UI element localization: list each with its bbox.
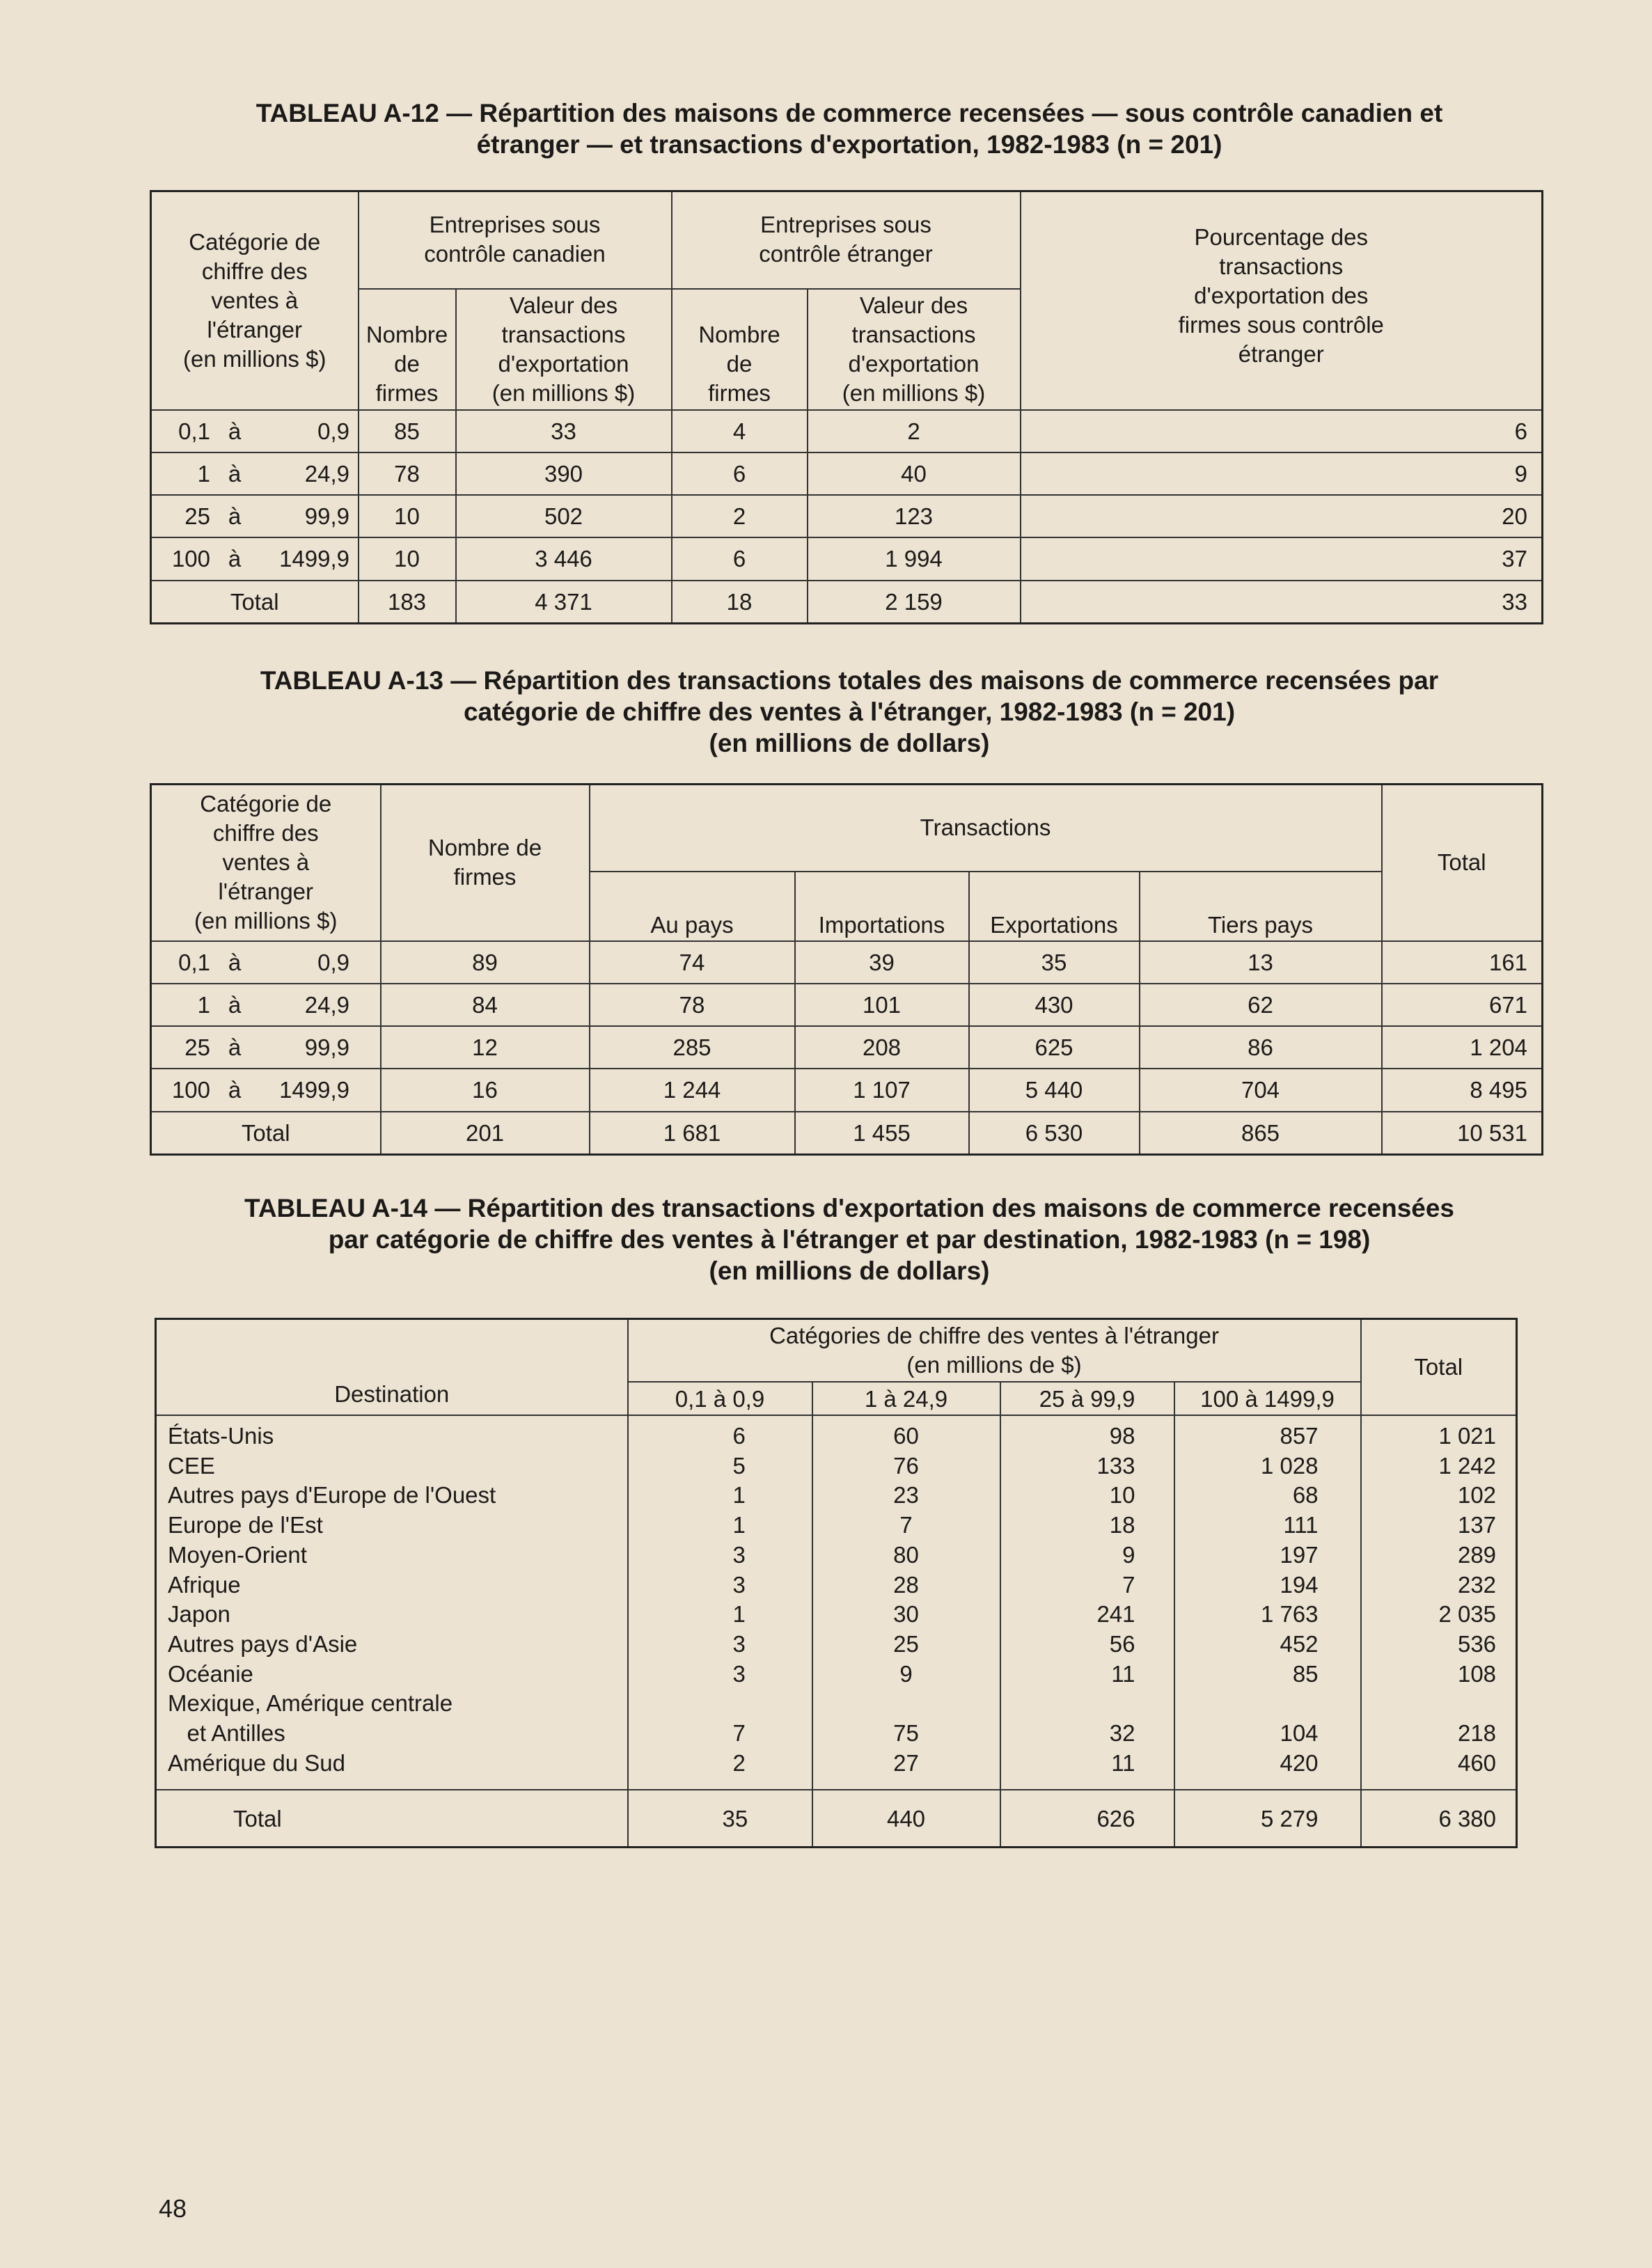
head-percent-foreign: Pourcentage des transactions d'exportation des firmes sous contrôle étranger bbox=[1021, 191, 1543, 410]
cell: 123 bbox=[808, 495, 1021, 537]
cell: 3 446 bbox=[456, 537, 672, 580]
total-label: Total bbox=[151, 1112, 381, 1155]
title-line: par catégorie de chiffre des ventes à l'étranger et par destination, 1982-1983 (n = 198) bbox=[328, 1225, 1371, 1254]
cell: 1 204 bbox=[1382, 1026, 1543, 1069]
cell: 33 bbox=[456, 410, 672, 452]
cell: 5 440 bbox=[969, 1069, 1140, 1111]
cell: 625 bbox=[969, 1026, 1140, 1069]
head-third-countries: Tiers pays bbox=[1140, 872, 1382, 941]
cell: 78 bbox=[590, 984, 795, 1026]
category-cell: 0,1 à 0,9 bbox=[151, 410, 359, 452]
cell: 86 bbox=[1140, 1026, 1382, 1069]
total-row bbox=[156, 1790, 1517, 1848]
title-line: (en millions de dollars) bbox=[709, 1257, 990, 1285]
cell: 183 bbox=[359, 581, 456, 624]
cell: 6 bbox=[1021, 410, 1543, 452]
cell: 35 bbox=[628, 1790, 812, 1848]
head-firms: Nombre de firmes bbox=[381, 785, 590, 941]
cell: 865 bbox=[1140, 1112, 1382, 1155]
table-row bbox=[151, 984, 1543, 1026]
cell: 4 371 bbox=[456, 581, 672, 624]
head-total: Total bbox=[1382, 785, 1543, 941]
title-line: étranger — et transactions d'exportation, 1982-1983 (n = 201) bbox=[476, 130, 1222, 159]
title-line: TABLEAU A-12 — Répartition des maisons de commerce recensées — sous contrôle canadien et bbox=[255, 99, 1443, 127]
table-a14 bbox=[155, 1318, 1518, 1848]
cell: 161 bbox=[1382, 941, 1543, 984]
cell: 101 bbox=[795, 984, 969, 1026]
cell: 2 159 bbox=[808, 581, 1021, 624]
head-col: 0,1 à 0,9 bbox=[628, 1382, 812, 1415]
cell: 2 bbox=[808, 410, 1021, 452]
head-sales-categories: Catégories de chiffre des ventes à l'étranger (en millions de $) bbox=[628, 1319, 1361, 1383]
table-row bbox=[151, 495, 1543, 537]
cell: 37 bbox=[1021, 537, 1543, 580]
category-cell: 100 à 1499,9 bbox=[151, 537, 359, 580]
table-a13 bbox=[150, 783, 1543, 1156]
head-foreign-control: Entreprises sous contrôle étranger bbox=[672, 191, 1021, 289]
head-category: Catégorie de chiffre des ventes à l'étranger (en millions $) bbox=[151, 191, 359, 410]
cell: 78 bbox=[359, 452, 456, 495]
cell: 20 bbox=[1021, 495, 1543, 537]
cell: 40 bbox=[808, 452, 1021, 495]
cell: 35 bbox=[969, 941, 1140, 984]
category-cell: 25 à 99,9 bbox=[151, 495, 359, 537]
cell: 84 bbox=[381, 984, 590, 1026]
total-row bbox=[151, 1112, 1543, 1155]
cell: 2 bbox=[672, 495, 808, 537]
list-item: Moyen-Orient bbox=[168, 1541, 307, 1568]
table-row bbox=[151, 410, 1543, 452]
list-item: Afrique bbox=[168, 1571, 241, 1598]
table-a14-title bbox=[139, 1192, 1559, 1286]
list-item: Japon bbox=[168, 1601, 230, 1628]
head-destination: Destination bbox=[156, 1319, 628, 1416]
cell: 6 bbox=[672, 537, 808, 580]
head-foreign-firms: Nombre de firmes bbox=[672, 289, 808, 410]
cell: 626 bbox=[1000, 1790, 1174, 1848]
head-exports: Exportations bbox=[969, 872, 1140, 941]
cell: 6 380 bbox=[1361, 1790, 1517, 1848]
list-item: et Antilles bbox=[168, 1720, 285, 1747]
list-item: États-Unis bbox=[168, 1423, 274, 1449]
cell: 1 107 bbox=[795, 1069, 969, 1111]
list-item: Autres pays d'Europe de l'Ouest bbox=[168, 1482, 496, 1509]
head-col: 25 à 99,9 bbox=[1000, 1382, 1174, 1415]
cell: 201 bbox=[381, 1112, 590, 1155]
col-100-1499.9: 857 1 028 68 111 197 194 1 763 452 85 104 420 bbox=[1174, 1415, 1361, 1790]
head-col: 1 à 24,9 bbox=[812, 1382, 1000, 1415]
title-line: TABLEAU A-14 — Répartition des transactions d'exportation des maisons de commerce recensées bbox=[244, 1194, 1455, 1222]
page-number: 48 bbox=[159, 2194, 187, 2223]
cell: 208 bbox=[795, 1026, 969, 1069]
total-label: Total bbox=[151, 581, 359, 624]
col-1-24.9: 60 76 23 7 80 28 30 25 9 75 27 bbox=[812, 1415, 1000, 1790]
cell: 1 455 bbox=[795, 1112, 969, 1155]
list-item: Océanie bbox=[168, 1660, 253, 1687]
head-category: Catégorie de chiffre des ventes à l'étranger (en millions $) bbox=[151, 785, 381, 941]
cell: 10 bbox=[359, 537, 456, 580]
cell: 13 bbox=[1140, 941, 1382, 984]
cell: 33 bbox=[1021, 581, 1543, 624]
head-canadian-value: Valeur des transactions d'exportation (en millions $) bbox=[456, 289, 672, 410]
category-cell: 100 à 1499,9 bbox=[151, 1069, 381, 1111]
head-foreign-value: Valeur des transactions d'exportation (en millions $) bbox=[808, 289, 1021, 410]
col-total: 1 021 1 242 102 137 289 232 2 035 536 108 218 460 bbox=[1361, 1415, 1517, 1790]
table-a12 bbox=[150, 190, 1543, 624]
cell: 502 bbox=[456, 495, 672, 537]
table-row bbox=[151, 452, 1543, 495]
category-cell: 0,1 à 0,9 bbox=[151, 941, 381, 984]
head-domestic: Au pays bbox=[590, 872, 795, 941]
cell: 10 531 bbox=[1382, 1112, 1543, 1155]
cell: 5 279 bbox=[1174, 1790, 1361, 1848]
cell: 671 bbox=[1382, 984, 1543, 1026]
total-label: Total bbox=[156, 1790, 628, 1848]
cell: 12 bbox=[381, 1026, 590, 1069]
head-canadian-firms: Nombre de firmes bbox=[359, 289, 456, 410]
cell: 285 bbox=[590, 1026, 795, 1069]
table-row bbox=[151, 537, 1543, 580]
cell: 704 bbox=[1140, 1069, 1382, 1111]
title-line: catégorie de chiffre des ventes à l'étranger, 1982-1983 (n = 201) bbox=[463, 698, 1236, 726]
table-a12-title bbox=[139, 97, 1559, 160]
head-total: Total bbox=[1361, 1319, 1517, 1416]
title-line: (en millions de dollars) bbox=[709, 729, 990, 757]
destination-rows bbox=[156, 1415, 1517, 1790]
cell: 9 bbox=[1021, 452, 1543, 495]
category-cell: 1 à 24,9 bbox=[151, 452, 359, 495]
cell: 62 bbox=[1140, 984, 1382, 1026]
cell: 85 bbox=[359, 410, 456, 452]
col-25-99.9: 98 133 10 18 9 7 241 56 11 32 11 bbox=[1000, 1415, 1174, 1790]
head-transactions: Transactions bbox=[590, 785, 1382, 872]
table-row bbox=[151, 941, 1543, 984]
cell: 1 244 bbox=[590, 1069, 795, 1111]
col-0.1-0.9: 6 5 1 1 3 3 1 3 3 7 2 bbox=[628, 1415, 812, 1790]
cell: 74 bbox=[590, 941, 795, 984]
cell: 18 bbox=[672, 581, 808, 624]
cell: 16 bbox=[381, 1069, 590, 1111]
cell: 10 bbox=[359, 495, 456, 537]
table-a13-title bbox=[139, 665, 1559, 759]
cell: 440 bbox=[812, 1790, 1000, 1848]
cell: 1 994 bbox=[808, 537, 1021, 580]
cell: 4 bbox=[672, 410, 808, 452]
category-cell: 25 à 99,9 bbox=[151, 1026, 381, 1069]
total-row bbox=[151, 581, 1543, 624]
cell: 390 bbox=[456, 452, 672, 495]
list-item: Amérique du Sud bbox=[168, 1749, 345, 1776]
category-cell: 1 à 24,9 bbox=[151, 984, 381, 1026]
cell: 8 495 bbox=[1382, 1069, 1543, 1111]
destination-list bbox=[156, 1415, 628, 1790]
title-line: TABLEAU A-13 — Répartition des transactions totales des maisons de commerce recensées par bbox=[260, 666, 1439, 695]
head-canadian-control: Entreprises sous contrôle canadien bbox=[359, 191, 672, 289]
cell: 430 bbox=[969, 984, 1140, 1026]
table-row bbox=[151, 1069, 1543, 1111]
cell: 1 681 bbox=[590, 1112, 795, 1155]
cell: 89 bbox=[381, 941, 590, 984]
head-col: 100 à 1499,9 bbox=[1174, 1382, 1361, 1415]
list-item: Autres pays d'Asie bbox=[168, 1630, 358, 1657]
cell: 39 bbox=[795, 941, 969, 984]
cell: 6 530 bbox=[969, 1112, 1140, 1155]
list-item: Europe de l'Est bbox=[168, 1512, 323, 1538]
list-item: Mexique, Amérique centrale bbox=[168, 1690, 453, 1717]
list-item: CEE bbox=[168, 1452, 215, 1479]
head-imports: Importations bbox=[795, 872, 969, 941]
cell: 6 bbox=[672, 452, 808, 495]
table-row bbox=[151, 1026, 1543, 1069]
